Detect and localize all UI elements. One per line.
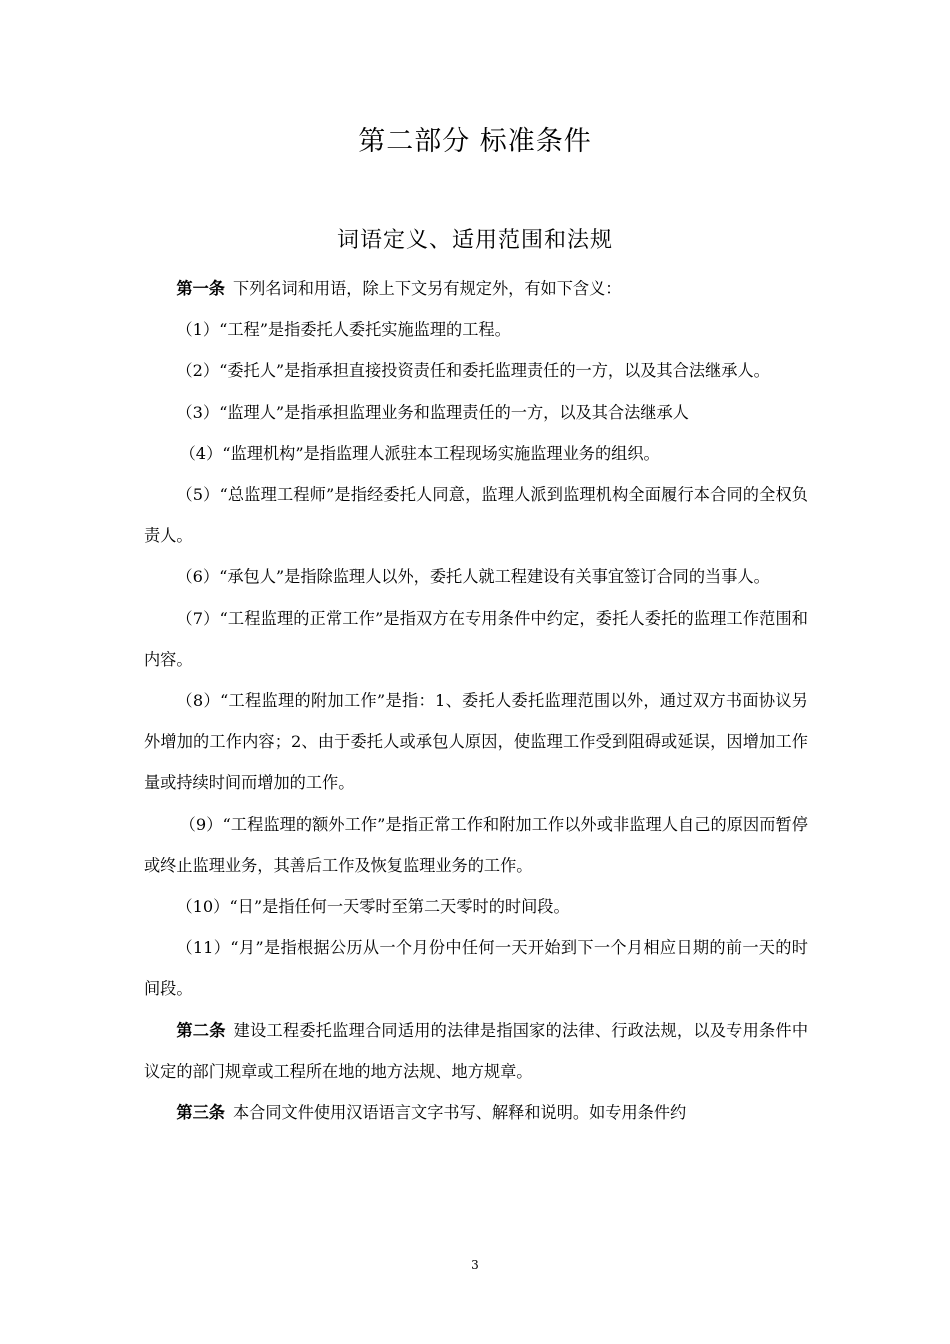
definition-item: （9）“工程监理的额外工作”是指正常工作和附加工作以外或非监理人自己的原因而暂停或终止监理业务，其善后工作及恢复监理业务的工作。 (144, 814, 808, 875)
definition-item: （7）“工程监理的正常工作”是指双方在专用条件中约定，委托人委托的监理工作范围和内容。 (144, 608, 808, 669)
definition-item: （1）“工程”是指委托人委托实施监理的工程。 (176, 320, 511, 340)
article-1-text: 下列名词和用语，除上下文另有规定外，有如下含义： (232, 279, 622, 298)
page-number: 3 (471, 1258, 479, 1272)
document-body (144, 268, 808, 1133)
article-2 (144, 1010, 808, 1092)
section-title: 词语定义、适用范围和法规 (336, 228, 613, 253)
article-2-text: 建设工程委托监理合同适用的法律是指国家的法律、行政法规，以及专用条件中议定的部门规章或工程所在地的地方法规、地方规章。 (144, 1020, 809, 1081)
definition-item: （11）“月”是指根据公历从一个月份中任何一天开始到下一个月相应日期的前一天的时间段。 (144, 938, 808, 999)
definition-item: （6）“承包人”是指除监理人以外，委托人就工程建设有关事宜签订合同的当事人。 (176, 567, 770, 587)
definition-item: （3）“监理人”是指承担监理业务和监理责任的一方，以及其合法继承人 (176, 402, 689, 422)
definition-item: （10）“日”是指任何一天零时至第二天零时的时间段。 (176, 897, 570, 917)
article-3 (144, 1092, 808, 1133)
definition-item: （2）“委托人”是指承担直接投资责任和委托监理责任的一方，以及其合法继承人。 (176, 361, 770, 381)
part-title: 第二部分 标准条件 (358, 126, 592, 157)
definition-item: （5）“总监理工程师”是指经委托人同意，监理人派到监理机构全面履行本合同的全权负责人。 (144, 485, 808, 546)
article-1-label: 第一条 (176, 279, 225, 298)
definition-item: （8）“工程监理的附加工作”是指：1、委托人委托监理范围以外，通过双方书面协议另外增加的工作内容；2、由于委托人或承包人原因，使监理工作受到阻碍或延误，因增加工作量或持续时间而增加的工作。 (144, 691, 808, 793)
article-2-label: 第二条 (176, 1020, 226, 1040)
definition-item: （4）“监理机构”是指监理人派驻本工程现场实施监理业务的组织。 (179, 443, 660, 463)
article-1 (144, 268, 808, 309)
article-3-label: 第三条 (176, 1103, 225, 1123)
article-3-text: 本合同文件使用汉语语言文字书写、解释和说明。如专用条件约 (232, 1103, 687, 1123)
